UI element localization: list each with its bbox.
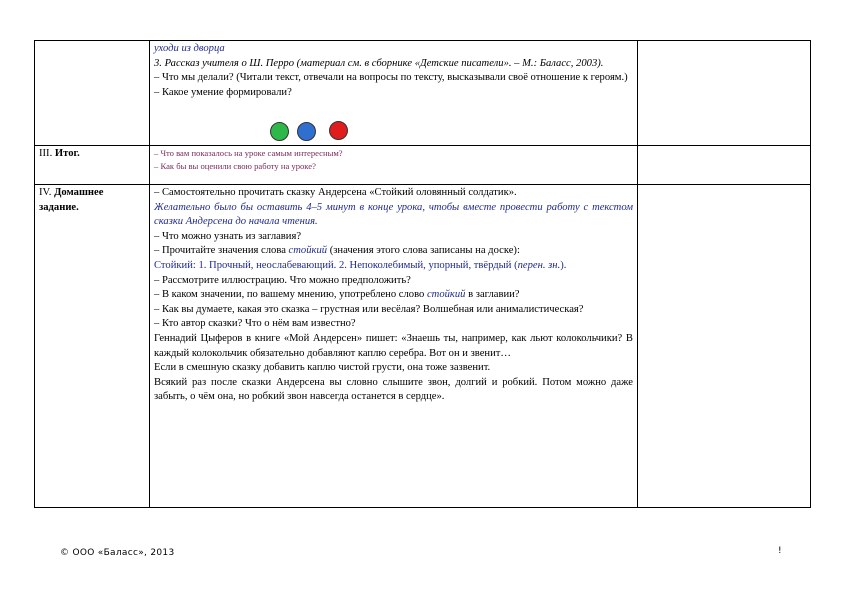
text-line: – Что мы делали? (Читали текст, отвечали на вопросы по тексту, высказывали своё отношение к героям.) bbox=[154, 72, 628, 84]
question-line: – Как бы вы оценили свою работу на уроке? bbox=[154, 161, 316, 171]
lesson-plan-table bbox=[34, 40, 811, 508]
stage-name: Итог. bbox=[54, 148, 80, 159]
text-line: – Рассмотрите иллюстрацию. Что можно предположить? bbox=[154, 274, 411, 286]
text-line: – Как вы думаете, какая это сказка – грустная или весёлая? Волшебная или анималистическая? bbox=[154, 303, 584, 315]
stage-cell bbox=[35, 146, 150, 185]
blue-dot-icon bbox=[297, 122, 316, 141]
stage-number: III. bbox=[39, 148, 53, 159]
text-span: – Прочитайте значения слова bbox=[154, 245, 289, 257]
content-cell bbox=[150, 41, 638, 146]
definition-line bbox=[154, 259, 633, 274]
text-line bbox=[154, 288, 633, 303]
text-line bbox=[154, 57, 633, 72]
content-cell bbox=[150, 185, 638, 508]
notes-cell bbox=[638, 41, 811, 146]
question-line: – Что вам показалось на уроке самым интересным? bbox=[154, 148, 343, 158]
text-span: перен. зн. bbox=[517, 259, 561, 271]
text-line: уходи из дворца bbox=[154, 43, 225, 54]
page-number: ! bbox=[778, 546, 782, 556]
green-dot-icon bbox=[270, 122, 289, 141]
text-line: – Самостоятельно прочитать сказку Андерсена «Стойкий оловянный солдатик». bbox=[154, 187, 517, 198]
highlighted-word: стойкий bbox=[288, 245, 328, 257]
text-line: Если в смешную сказку добавить каплю чистой грусти, она тоже зазвенит. bbox=[154, 362, 491, 374]
text-line: – Что можно узнать из заглавия? bbox=[154, 230, 302, 242]
text-line: Всякий раз после сказки Андерсена вы словно слышите звон, долгий и робкий. Потом можно даже забыть, о чём она, но робкий звон навсегда останется в сердце». bbox=[154, 376, 633, 403]
text-line bbox=[154, 244, 633, 259]
text-span: – В каком значении, по вашему мнению, употреблено слово bbox=[154, 289, 427, 301]
color-markers bbox=[270, 120, 350, 140]
red-dot-icon bbox=[329, 121, 348, 140]
text-span: в заглавии? bbox=[465, 289, 520, 301]
teacher-story-text: 3. Рассказ учителя о Ш. Перро (материал см. в сборнике «Детские писатели». – М.: Баласс, 2003). bbox=[154, 57, 604, 69]
table-row bbox=[35, 146, 811, 185]
text-line: – Какое умение формировали? bbox=[154, 86, 292, 98]
stage-cell bbox=[35, 185, 150, 508]
table-row bbox=[35, 41, 811, 146]
text-line: Геннадий Цыферов в книге «Мой Андерсен» пишет: «Знаешь ты, например, как льют колокольчики? В каждый колокольчик обязательно добавляют каплю серебра. Вот он и звенит… bbox=[154, 332, 633, 359]
notes-cell bbox=[638, 146, 811, 185]
stage-cell bbox=[35, 41, 150, 146]
table-row bbox=[35, 185, 811, 508]
text-line: Желательно было бы оставить 4–5 минут в конце урока, чтобы вместе провести работу с текстом сказки Андерсена до начала чтения. bbox=[154, 201, 633, 228]
content-cell bbox=[150, 146, 638, 185]
footer-copyright: © ООО «Баласс», 2013 bbox=[60, 548, 175, 558]
text-span: Стойкий: 1. Прочный, неослабевающий. 2. Непоколебимый, упорный, твёрдый ( bbox=[154, 259, 518, 271]
text-span: ). bbox=[560, 259, 567, 271]
stage-name: Домашнее задание. bbox=[39, 187, 104, 213]
text-line: – Кто автор сказки? Что о нём вам известно? bbox=[154, 318, 356, 330]
highlighted-word: стойкий bbox=[426, 289, 466, 301]
text-span: (значения этого слова записаны на доске): bbox=[327, 245, 520, 257]
notes-cell bbox=[638, 185, 811, 508]
stage-number: IV. bbox=[39, 187, 52, 198]
